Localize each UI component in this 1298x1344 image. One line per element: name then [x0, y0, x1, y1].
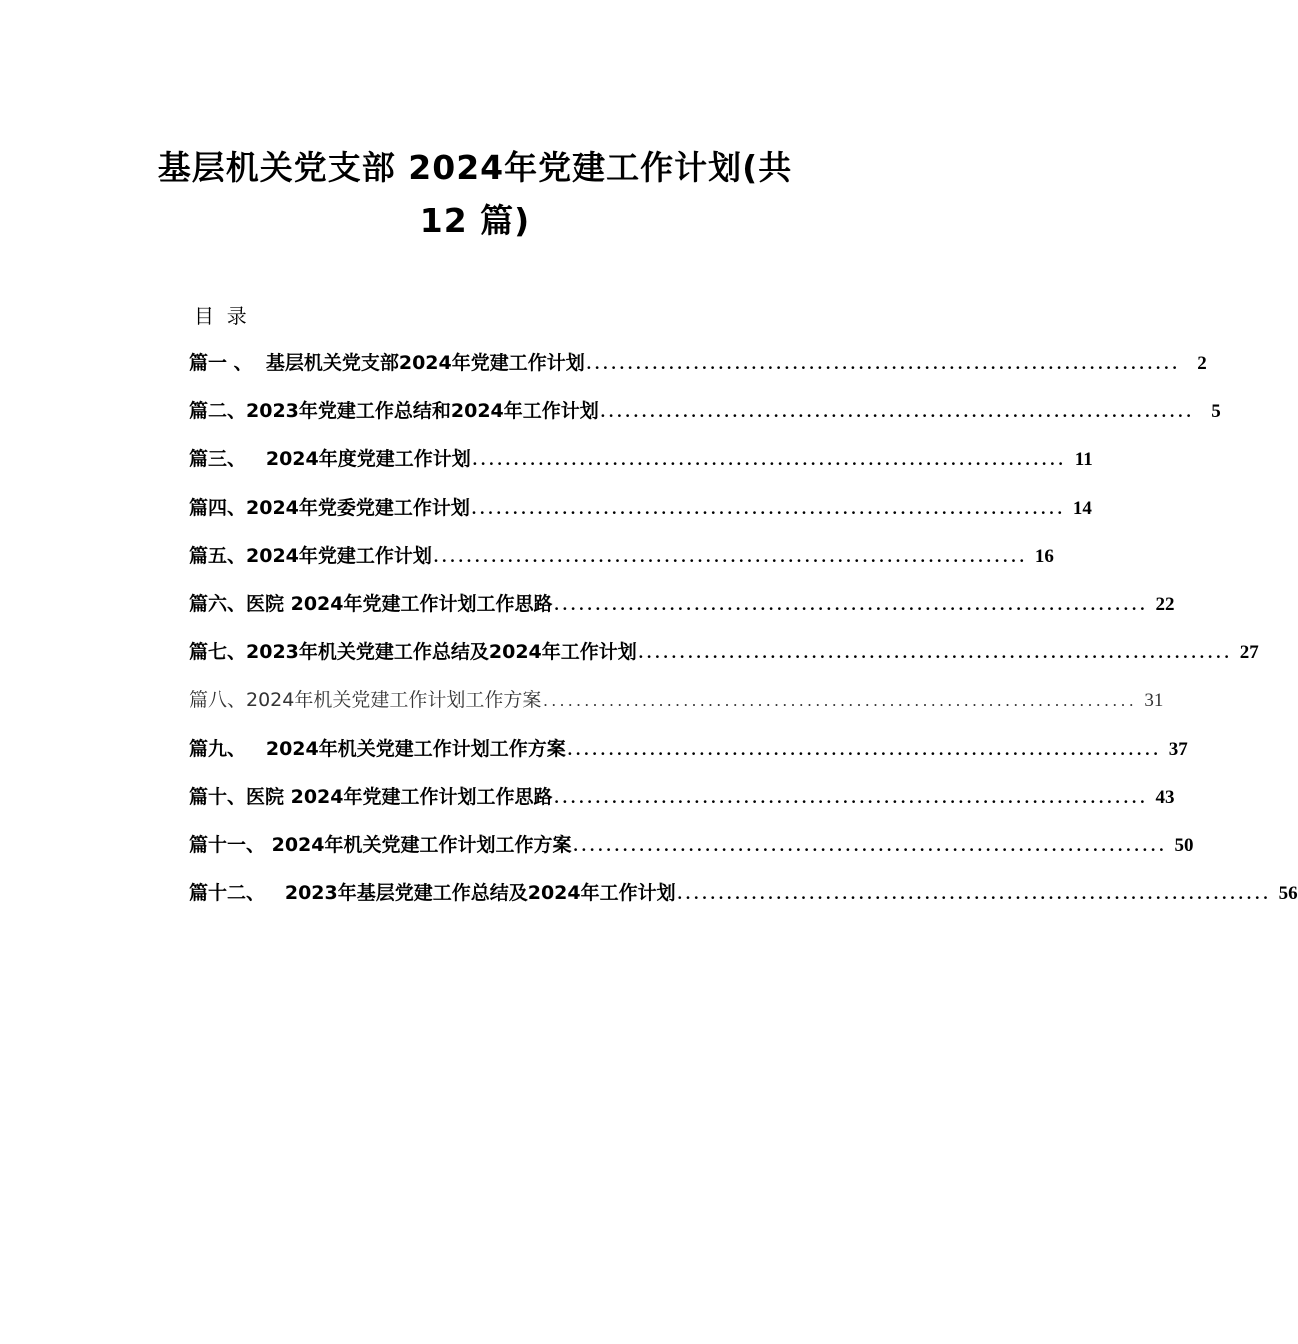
toc-entry-5[interactable]: [189, 541, 1054, 589]
toc-entry-10[interactable]: [189, 782, 1175, 830]
toc-page-number: 37: [1168, 738, 1188, 760]
toc-leader-dots: ........................................................................: [567, 739, 1162, 759]
toc-leader-dots: ........................................................................: [554, 787, 1149, 807]
toc-leader-dots: ........................................................................: [554, 594, 1149, 614]
toc-entry-label: 篇五、2024年党建工作计划: [189, 544, 432, 567]
toc-entry-3[interactable]: [189, 444, 1093, 492]
toc-entry-label: 篇一 、 基层机关党支部2024年党建工作计划: [189, 352, 585, 374]
toc-page-number: 11: [1074, 449, 1093, 471]
toc-entry-label: 篇十一、 2024年机关党建工作计划工作方案: [189, 833, 572, 856]
toc-page-number: 16: [1034, 545, 1054, 567]
toc-page-number: 22: [1155, 593, 1175, 615]
toc-page-number: 5: [1211, 401, 1221, 423]
toc-leader-dots: ........................................................................: [600, 402, 1195, 422]
toc-entry-label: 篇二、2023年党建工作总结和2024年工作计划: [189, 400, 599, 423]
toc-page-number: 27: [1239, 642, 1259, 664]
toc-leader-dots: ........................................................................: [543, 691, 1138, 711]
toc-entry-12[interactable]: [189, 878, 1298, 926]
toc-entry-label: 篇九、 2024年机关党建工作计划工作方案: [189, 737, 566, 760]
toc-entry-6[interactable]: [189, 589, 1175, 637]
toc-page-number: 2: [1197, 353, 1207, 374]
toc-entry-7[interactable]: [189, 637, 1259, 685]
toc-leader-dots: ........................................................................: [433, 546, 1028, 566]
toc-page-number: 14: [1072, 497, 1092, 519]
toc-leader-dots: ........................................................................: [471, 498, 1066, 518]
document-title-line-1: 基层机关党支部 2024年党建工作计划(共: [157, 148, 793, 187]
toc-entry-4[interactable]: [189, 493, 1092, 541]
toc-leader-dots: ........................................................................: [586, 354, 1181, 373]
toc-entry-label: 篇三、 2024年度党建工作计划: [189, 448, 471, 471]
toc-entry-label: 篇八、2024年机关党建工作计划工作方案: [189, 689, 542, 712]
toc-entry-label: 篇七、2023年机关党建工作总结及2024年工作计划: [189, 641, 637, 664]
toc-entry-9[interactable]: [189, 734, 1188, 782]
toc-entry-label: 篇十二、 2023年基层党建工作总结及2024年工作计划: [189, 882, 676, 905]
toc-entry-label: 篇十、医院 2024年党建工作计划工作思路: [189, 785, 553, 808]
toc-entry-2[interactable]: [189, 396, 1221, 444]
toc-heading: 目 录: [194, 304, 247, 328]
toc-page-number: 56: [1278, 883, 1298, 905]
toc-entry-8[interactable]: [189, 685, 1164, 733]
toc-entry-label: 篇六、医院 2024年党建工作计划工作思路: [189, 592, 553, 615]
toc-leader-dots: ........................................................................: [573, 835, 1168, 855]
toc-page-number: 50: [1174, 834, 1194, 856]
toc-entry-1[interactable]: [189, 348, 1207, 396]
document-title-line-2: 12 篇): [419, 201, 531, 240]
toc-leader-dots: ........................................................................: [677, 884, 1272, 904]
toc-entry-label: 篇四、2024年党委党建工作计划: [189, 496, 470, 519]
toc-leader-dots: ........................................................................: [472, 450, 1067, 470]
toc-page-number: 43: [1155, 786, 1175, 808]
toc-entry-11[interactable]: [189, 830, 1194, 878]
table-of-contents: [189, 348, 1298, 926]
toc-leader-dots: ........................................................................: [638, 643, 1233, 663]
toc-page-number: 31: [1144, 690, 1164, 712]
